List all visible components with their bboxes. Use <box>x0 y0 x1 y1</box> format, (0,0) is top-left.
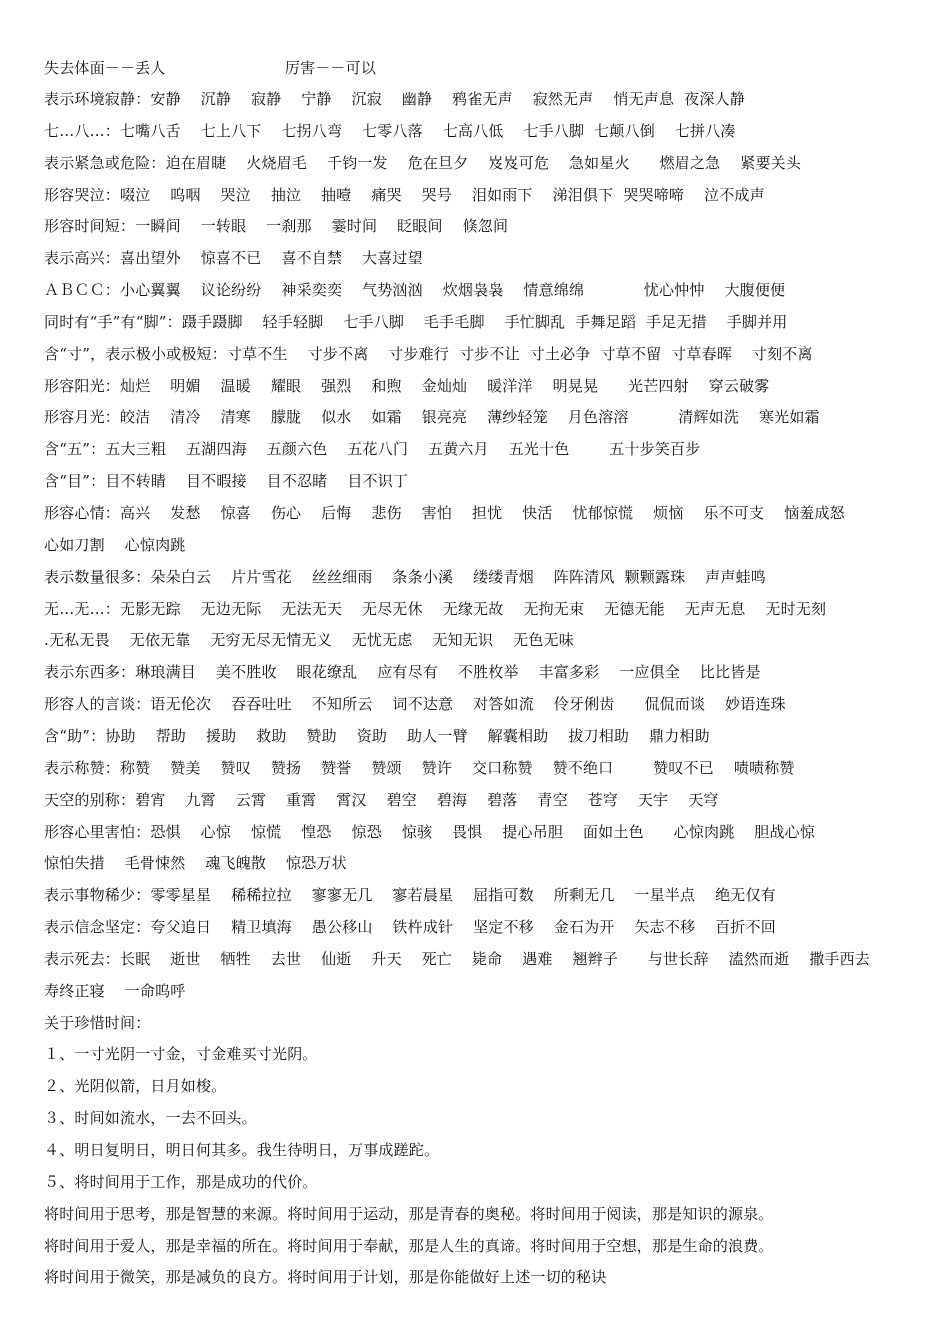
text-line: ４、明日复明日，明日何其多。我生待明日，万事成蹉跎。 <box>44 1141 440 1159</box>
text-line: 含“五”：五大三粗 五湖四海 五颜六色 五花八门 五黄六月 五光十色 五十步笑百步 <box>44 440 701 458</box>
text-line: 无…无…：无影无踪 无边无际 无法无天 无尽无休 无缘无故 无拘无束 无德无能 无声无息 无时无刻 <box>44 600 827 618</box>
text-line: 形容阳光：灿烂 明媚 温暖 耀眼 强烈 和煦 金灿灿 暖洋洋 明晃晃 光芒四射 穿云破雾 <box>44 377 770 395</box>
text-line: 表示高兴：喜出望外 惊喜不已 喜不自禁 大喜过望 <box>44 249 423 267</box>
text-line: 形容心情：高兴 发愁 惊喜 伤心 后悔 悲伤 害怕 担忧 快活 忧郁惊慌 烦恼 乐不可支 恼羞成怒 <box>44 504 845 522</box>
text-line: 形容人的言谈：语无伦次 吞吞吐吐 不知所云 词不达意 对答如流 伶牙俐齿 侃侃而谈 妙语连珠 <box>44 695 786 713</box>
text-line: １、一寸光阴一寸金，寸金难买寸光阴。 <box>44 1045 318 1063</box>
text-line: 将时间用于思考，那是智慧的来源。将时间用于运动，那是青春的奥秘。将时间用于阅读，那是知识的源泉。 <box>44 1205 774 1223</box>
text-line: 表示数量很多：朵朵白云 片片雪花 丝丝细雨 条条小溪 缕缕青烟 阵阵清风 颗颗露珠 声声蛙鸣 <box>44 568 766 586</box>
text-line: 心如刀割 心惊肉跳 <box>44 536 186 554</box>
text-line: ５、将时间用于工作，那是成功的代价。 <box>44 1173 318 1191</box>
text-line: 含“寸”，表示极小或极短：寸草不生 寸步不离 寸步难行 寸步不让 寸土必争 寸草不留 寸草春晖 寸刻不离 <box>44 345 813 363</box>
text-line: 将时间用于爱人，那是幸福的所在。将时间用于奉献，那是人生的真谛。将时间用于空想，那是生命的浪费。 <box>44 1237 774 1255</box>
text-line: .无私无畏 无依无靠 无穷无尽无情无义 无忧无虑 无知无识 无色无味 <box>44 631 574 649</box>
text-line: 表示事物稀少：零零星星 稀稀拉拉 寥寥无几 寥若晨星 屈指可数 所剩无几 一星半点 绝无仅有 <box>44 886 776 904</box>
text-line: 表示信念坚定：夸父追日 精卫填海 愚公移山 铁杵成针 坚定不移 金石为开 矢志不移 百折不回 <box>44 918 776 936</box>
text-line: 天空的别称：碧宵 九霄 云霄 重霄 霄汉 碧空 碧海 碧落 青空 苍穹 天宇 天穹 <box>44 791 719 809</box>
text-line: 寿终正寝 一命呜呼 <box>44 982 186 1000</box>
text-line: ２、光阴似箭，日月如梭。 <box>44 1077 227 1095</box>
text-line: 形容时间短：一瞬间 一转眼 一刹那 霎时间 眨眼间 倏忽间 <box>44 217 509 235</box>
text-line: 同时有“手”有“脚”：蹑手蹑脚 轻手轻脚 七手八脚 毛手毛脚 手忙脚乱 手舞足蹈 手足无措 手脚并用 <box>44 313 788 331</box>
text-line: 关于珍惜时间： <box>44 1014 151 1032</box>
text-line: 表示环境寂静：安静 沉静 寂静 宁静 沉寂 幽静 鸦雀无声 寂然无声 悄无声息 夜深人静 <box>44 90 745 108</box>
text-line: ３、时间如流水，一去不回头。 <box>44 1109 257 1127</box>
text-line: 表示死去：长眠 逝世 牺牲 去世 仙逝 升天 死亡 毙命 遇难 翘辫子 与世长辞 溘然而逝 撒手西去 <box>44 950 871 968</box>
text-line: 表示东西多：琳琅满目 美不胜收 眼花缭乱 应有尽有 不胜枚举 丰富多彩 一应俱全 比比皆是 <box>44 663 761 681</box>
text-line: 含“助”：协助 帮助 援助 救助 赞助 资助 助人一臂 解囊相助 拔刀相助 鼎力相助 <box>44 727 710 745</box>
text-line: 含“目”：目不转睛 目不暇接 目不忍睹 目不识丁 <box>44 472 409 490</box>
text-line: 形容月光：皎洁 清冷 清寒 朦胧 似水 如霜 银亮亮 薄纱轻笼 月色溶溶 清辉如洗 寒光如霜 <box>44 408 820 426</box>
text-line: 将时间用于微笑，那是减负的良方。将时间用于计划，那是你能做好上述一切的秘诀 <box>44 1268 607 1286</box>
text-line: 表示紧急或危险：迫在眉睫 火烧眉毛 千钧一发 危在旦夕 岌岌可危 急如星火 燃眉之急 紧要关头 <box>44 154 802 172</box>
text-line: ＡＢＣＣ：小心翼翼 议论纷纷 神采奕奕 气势汹汹 炊烟袅袅 情意绵绵 忧心忡忡 大腹便便 <box>44 281 786 299</box>
text-line: 失去体面－－丢人 厉害－－可以 <box>44 59 377 77</box>
text-line: 形容心里害怕：恐惧 心惊 惊慌 惶恐 惊恐 惊骇 畏惧 提心吊胆 面如土色 心惊肉跳 胆战心惊 <box>44 823 816 841</box>
text-line: 表示称赞：称赞 赞美 赞叹 赞扬 赞誉 赞颂 赞许 交口称赞 赞不绝口 赞叹不已 啧啧称赞 <box>44 759 795 777</box>
text-line: 形容哭泣：啜泣 呜咽 哭泣 抽泣 抽噎 痛哭 哭号 泪如雨下 涕泪俱下 哭哭啼啼 泣不成声 <box>44 186 765 204</box>
text-line: 惊怕失措 毛骨悚然 魂飞魄散 惊恐万状 <box>44 854 347 872</box>
text-line: 七…八…：七嘴八舌 七上八下 七拐八弯 七零八落 七高八低 七手八脚 七颠八倒 七拼八凑 <box>44 122 736 140</box>
